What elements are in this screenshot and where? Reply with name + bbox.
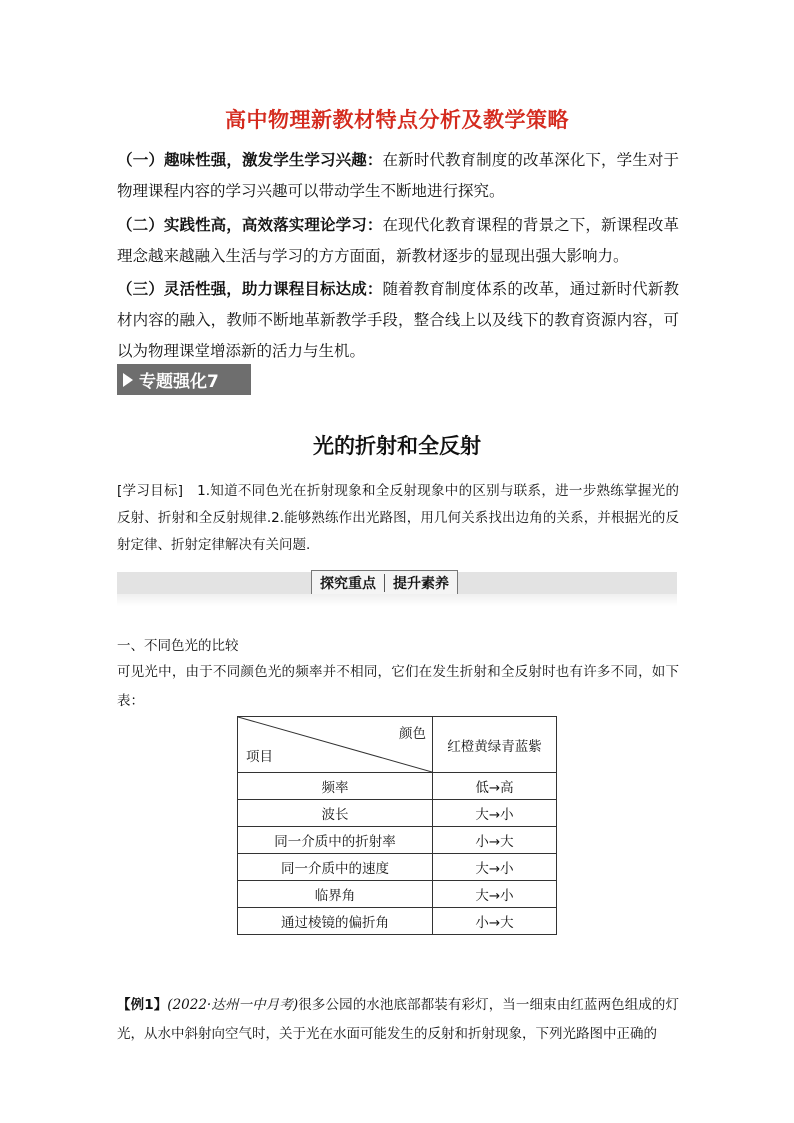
table-row xyxy=(238,908,557,935)
color-comparison-table xyxy=(237,716,557,935)
topic-banner xyxy=(117,364,251,395)
table-trend-cell: 小→大 xyxy=(433,827,557,854)
section-bar xyxy=(117,572,677,594)
table-item-cell: 波长 xyxy=(238,800,433,827)
lesson-title: 光的折射和全反射 xyxy=(313,433,481,458)
strategy-text: 在新时代教育制度的改革深化下，学生对于物理课程内容的学习兴趣可以带动学生不断地进行探究。 xyxy=(117,151,679,200)
document-title: 高中物理新教材特点分析及教学策略 xyxy=(225,108,569,132)
part-one-intro: 可见光中，由于不同颜色光的频率并不相同，它们在发生折射和全反射时也有许多不同，如下表： xyxy=(117,664,679,709)
strategy-heading: （一）趣味性强，激发学生学习兴趣： xyxy=(117,150,383,169)
section-bar-box xyxy=(311,570,458,596)
table-trend-cell: 大→小 xyxy=(433,854,557,881)
table-item-cell: 通过棱镜的偏折角 xyxy=(238,908,433,935)
learning-goals xyxy=(117,478,679,559)
table-colors-header: 红橙黄绿青蓝紫 xyxy=(433,717,557,773)
corner-label-color: 颜色 xyxy=(399,726,426,742)
learning-goals-label: [学习目标] xyxy=(117,483,184,499)
example-text: 很多公园的水池底部都装有彩灯，当一细束由红蓝两色组成的灯光，从水中斜射向空气时，关于光在水面可能发生的反射和折射现象，下列光路图中正确的 xyxy=(117,997,679,1042)
strategy-heading: （二）实践性高，高效落实理论学习： xyxy=(117,215,383,234)
strategy-heading: （三）灵活性强，助力课程目标达成： xyxy=(117,279,383,298)
table-corner-cell xyxy=(238,717,433,773)
example-tag: 【例1】 xyxy=(117,997,168,1013)
part-one-heading: 一、不同色光的比较 xyxy=(117,638,239,654)
strategy-paragraph-3 xyxy=(117,273,679,367)
strategy-text: 随着教育制度体系的改革，通过新时代新教材内容的融入，教师不断地革新教学手段，整合线上以及线下的教育资源内容，可以为物理课堂增添新的活力与生机。 xyxy=(117,280,679,360)
section-bar-left: 探究重点 xyxy=(320,576,376,592)
table-trend-cell: 大→小 xyxy=(433,881,557,908)
table-trend-cell: 低→高 xyxy=(433,773,557,800)
play-arrow-icon xyxy=(123,373,133,387)
table-row xyxy=(238,773,557,800)
table-row xyxy=(238,854,557,881)
topic-banner-label: 专题强化7 xyxy=(139,372,219,392)
learning-goals-text: 1.知道不同色光在折射现象和全反射现象中的区别与联系，进一步熟练掌握光的反射、折射和全反射规律.2.能够熟练作出光路图，用几何关系找出边角的关系，并根据光的反射定律、折射定律解决有关问题. xyxy=(117,483,679,553)
table-row xyxy=(238,827,557,854)
section-bar-shadow xyxy=(117,594,677,606)
table-item-cell: 频率 xyxy=(238,773,433,800)
table-row xyxy=(238,800,557,827)
corner-label-item: 项目 xyxy=(246,749,273,765)
table-item-cell: 临界角 xyxy=(238,881,433,908)
table-item-cell: 同一介质中的折射率 xyxy=(238,827,433,854)
table-trend-cell: 大→小 xyxy=(433,800,557,827)
table-item-cell: 同一介质中的速度 xyxy=(238,854,433,881)
example-paragraph xyxy=(117,991,679,1049)
example-source: (2022·达州一中月考) xyxy=(167,997,299,1013)
table-header-row xyxy=(238,717,557,773)
strategy-paragraph-1 xyxy=(117,144,679,207)
table-row xyxy=(238,881,557,908)
strategy-text: 在现代化教育课程的背景之下，新课程改革理念越来越融入生活与学习的方方面面，新教材逐步的显现出强大影响力。 xyxy=(117,216,679,265)
table-trend-cell: 小→大 xyxy=(433,908,557,935)
strategy-paragraph-2 xyxy=(117,209,679,272)
section-bar-right: 提升素养 xyxy=(393,576,449,592)
